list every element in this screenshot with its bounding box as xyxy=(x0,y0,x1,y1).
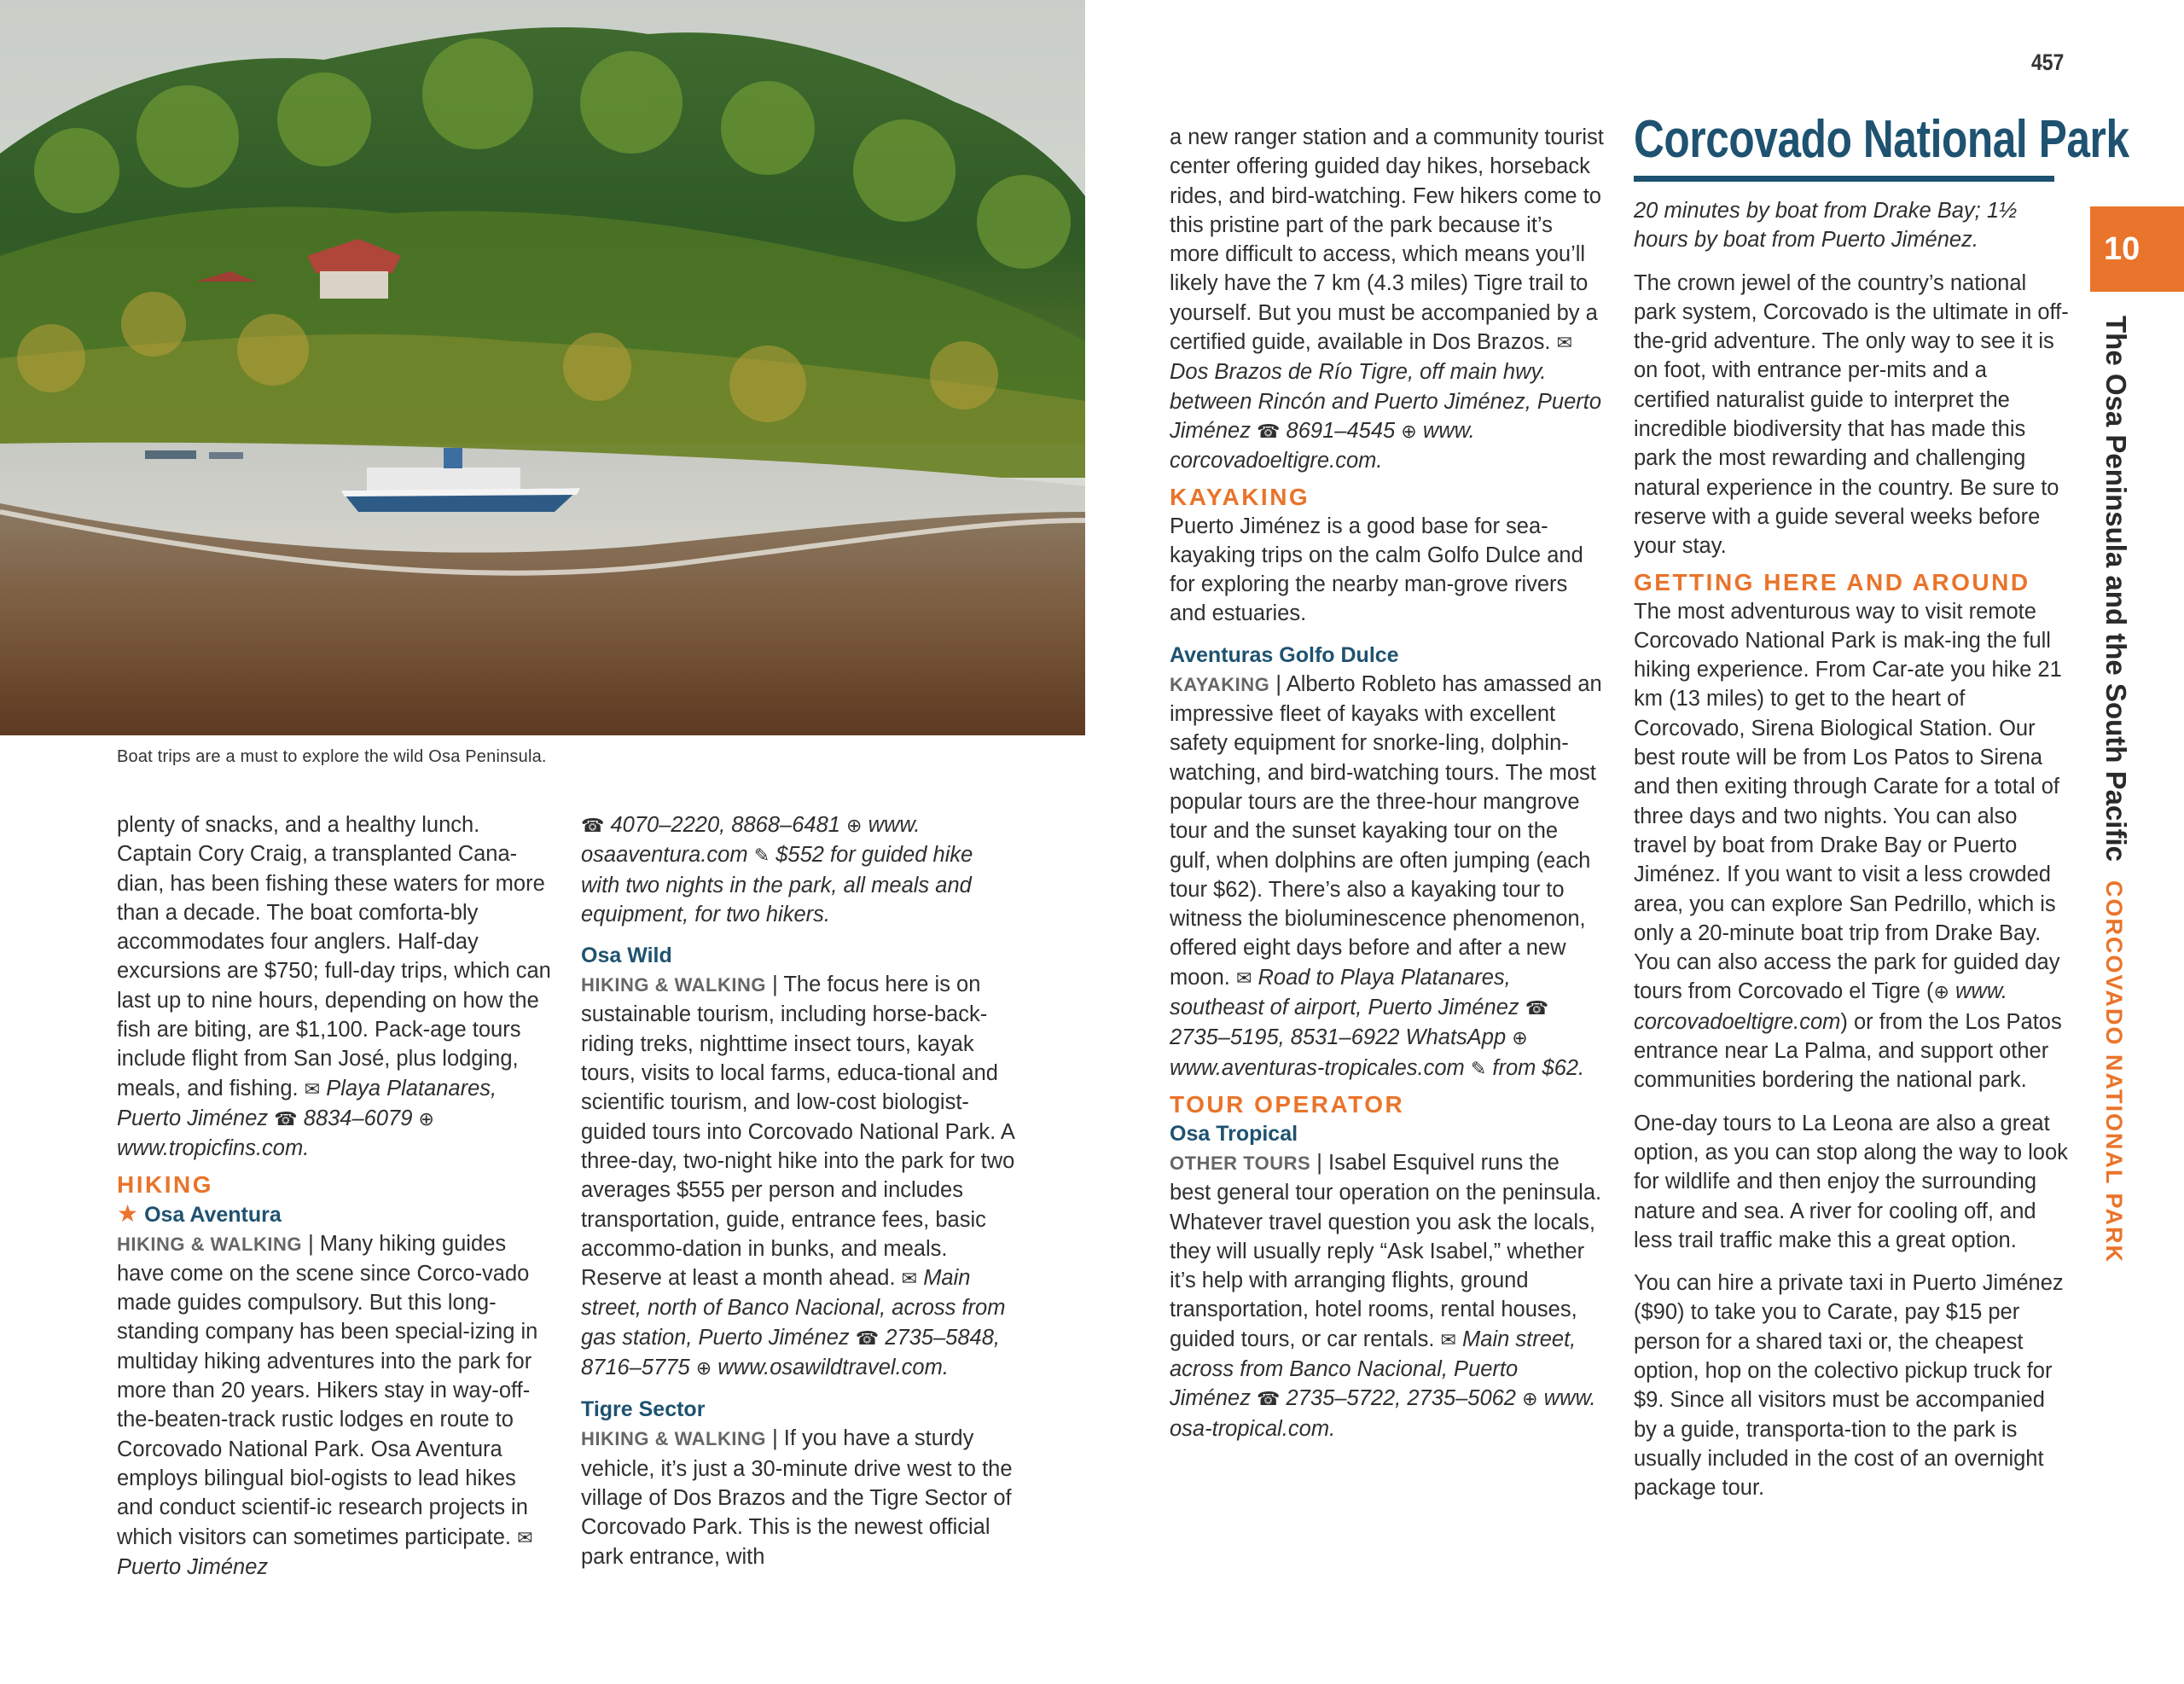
listing-description: HIKING & WALKING | The focus here is on sustainable tourism, including horse-back-riding treks, nighttime insect tours, kayak tours, visits to local farms, educa-tional and scientific tourism, and low-cost biologist-guided tours into Corcovado National Park. A three-day, two-night hike into the park for two averages $555 per person and includes transportation, guide, entrance fees, basic accommo-dation in bunks, and meals. Reserve at least a month ahead. ✉ Main street, north of Banco Nacional, across from gas station, Puerto Jiménez ☎ 2735–5848, 8716–5775 ⊕ www.osawildtravel.com. xyxy=(581,973,1015,1380)
listing-tigre-sector: Tigre Sector xyxy=(581,1397,706,1422)
web-icon: ⊕ xyxy=(695,1357,712,1379)
address: Puerto Jiménez xyxy=(117,1554,269,1579)
listing-name: Osa Aventura xyxy=(144,1202,282,1227)
listing-tag: HIKING & WALKING xyxy=(581,974,766,996)
address-icon: ✉ xyxy=(1235,967,1252,989)
website: www. corcovadoeltigre.com xyxy=(1634,979,2007,1034)
section-heading-kayaking: KAYAKING xyxy=(1170,483,1310,510)
paragraph-text: plenty of snacks, and a healthy lunch. Captain Cory Craig, a transplanted Cana-dian, has been fishing these waters for more than a decade. The boat comforta-bly accommodates four anglers. Half-day excursions are $750; full-day trips, which can last up to nine hours, depending on how the fish are biting, are $1,100. Pack-age tours include flight from San José, plus lodging, meals, and fishing. xyxy=(117,813,551,1100)
web-icon: ⊕ xyxy=(1522,1388,1538,1410)
listing-contact xyxy=(581,810,1016,929)
listing-tag: KAYAKING xyxy=(1170,673,1270,695)
address: Main street, north of Banco Nacional, across from gas station, Puerto Jiménez xyxy=(581,1266,1006,1350)
section-heading-hiking: HIKING xyxy=(117,1170,213,1198)
phone-icon: ☎ xyxy=(274,1107,298,1129)
chapter-tab xyxy=(2090,206,2184,292)
phone-icon: ☎ xyxy=(1257,420,1281,442)
phone-icon: ☎ xyxy=(1257,1388,1281,1410)
phone: 2735–5195, 8531–6922 WhatsApp xyxy=(1170,1025,1507,1050)
listing-text: Many hiking guides have come on the scene since Corco-vado made guides compulsory. But this long-standing company has been special-izing in multiday hiking adventures into the park for more than 20 years. Hikers stay in way-off-the-beaten-track rustic lodges en route to Corcovado National Park. Osa Aventura employs bilingual biol-ogists to lead hikes and conduct scientif-ic research projects in which visitors can sometimes participate. xyxy=(117,1231,538,1549)
address: Dos Brazos de Río Tigre, off main hwy. between Rincón and Puerto Jiménez, Puerto Jiménez xyxy=(1170,360,1602,443)
phone-icon: ☎ xyxy=(1525,997,1549,1019)
address: Playa Platanares, Puerto Jiménez xyxy=(117,1076,497,1130)
intro-travel-time: 20 minutes by boat from Drake Bay; 1½ hours by boat from Puerto Jiménez. xyxy=(1634,199,2018,253)
listing-osa-tropical: Osa Tropical xyxy=(1170,1121,1298,1146)
price-icon: ✎ xyxy=(753,845,770,867)
listing-description: HIKING & WALKING | If you have a sturdy vehicle, it’s just a 30-minute drive west to the village of Dos Brazos and the Tigre Sector of Corcovado Park. This is the newest official park entrance, with xyxy=(581,1426,1013,1569)
paragraph-text: ) or from the Los Patos entrance near La Palma, and support other communities bordering the national park. xyxy=(1634,1009,2062,1093)
page-title: Corcovado National Park xyxy=(1634,110,2129,169)
web-icon: ⊕ xyxy=(418,1107,434,1129)
beach-jungle-illustration xyxy=(0,0,1085,735)
column-2 xyxy=(581,810,1016,1571)
phone-icon: ☎ xyxy=(581,815,605,836)
phone: 8691–4545 xyxy=(1286,418,1396,443)
website: www.aventuras-tropicales.com xyxy=(1170,1055,1465,1080)
page-number: 457 xyxy=(2031,49,2065,75)
listing-aventuras-golfo-dulce: Aventuras Golfo Dulce xyxy=(1170,642,1399,667)
section-heading-getting-here: GETTING HERE AND AROUND xyxy=(1634,568,2030,595)
listing-text: Isabel Esquivel runs the best general tour operation on the peninsula. Whatever travel question you ask the locals, they will usually reply “Ask Isabel,” whether it’s help with arranging flights, ground transportation, hotel rooms, rental houses, guided tours, or car rentals. xyxy=(1170,1150,1602,1351)
address-icon: ✉ xyxy=(304,1077,321,1100)
listing-text: If you have a sturdy vehicle, it’s just a 30-minute drive west to the village of Dos Brazos and the Tigre Sector of Corcovado Park. This is the newest official park entrance, with xyxy=(581,1426,1013,1569)
listing-osa-wild: Osa Wild xyxy=(581,944,672,968)
phone: 2735–5722, 2735–5062 xyxy=(1286,1386,1516,1411)
listing-tag: HIKING & WALKING xyxy=(581,1428,766,1450)
phone: 4070–2220, 8868–6481 xyxy=(610,813,840,837)
phone: 2735–5848, 8716–5775 xyxy=(581,1325,1000,1380)
running-title: The Osa Peninsula and the South Pacific xyxy=(2100,316,2132,862)
address: Main street, across from Banco Nacional, Puerto Jiménez xyxy=(1170,1327,1577,1411)
web-icon: ⊕ xyxy=(1401,420,1417,442)
listing-description: HIKING & WALKING | Many hiking guides have come on the scene since Corco-vado made guides compulsory. But this long-standing company has been special-izing in multiday hiking adventures into the park for more than 20 years. Hikers stay in way-off-the-beaten-track rustic lodges en route to Corcovado National Park. Osa Aventura employs bilingual biol-ogists to lead hikes and conduct scientif-ic research projects in which visitors can sometimes participate. ✉ Puerto Jiménez xyxy=(117,1231,538,1579)
price: $552 for guided hike with two nights in the park, all meals and equipment, for two hikers. xyxy=(581,843,973,926)
title-rule xyxy=(1634,176,2054,182)
website: www.osawildtravel.com. xyxy=(717,1356,949,1380)
address-icon: ✉ xyxy=(517,1526,533,1548)
phone-icon: ☎ xyxy=(855,1327,880,1349)
listing-osa-aventura xyxy=(117,1199,552,1229)
address-icon: ✉ xyxy=(1440,1328,1456,1350)
web-icon: ⊕ xyxy=(1512,1027,1528,1049)
listing-description: OTHER TOURS | Isabel Esquivel runs the best general tour operation on the peninsula. Whatever travel question you ask the locals, they will usually reply “Ask Isabel,” whether it’s help with arranging flights, ground transportation, hotel rooms, rental houses, guided tours, or car rentals. ✉ Main street, across from Banco Nacional, Puerto Jiménez ☎ 2735–5722, 2735–5062 ⊕ www. osa-tropical.com. xyxy=(1170,1150,1602,1441)
web-icon: ⊕ xyxy=(846,815,863,836)
paragraph: One-day tours to La Leona are also a great option, as you can stop along the way to look for wildlife and then enjoy the surrounding nature and sea. A river for cooling off, and less trail traffic make this a great option. xyxy=(1634,1111,2068,1252)
running-section: CORCOVADO NATIONAL PARK xyxy=(2101,880,2127,1263)
listing-text: The focus here is on sustainable tourism, including horse-back-riding treks, nighttime insect tours, kayak tours, visits to local farms, educa-tional and scientific tourism, and low-cost biologist-guided tours into Corcovado National Park. A three-day, two-night hike into the park for two averages $555 per person and includes transportation, guide, entrance fees, basic accommo-dation in bunks, and meals. Reserve at least a month ahead. xyxy=(581,973,1015,1291)
phone: 8834–6079 xyxy=(303,1106,413,1130)
paragraph: You can hire a private taxi in Puerto Jiménez ($90) to take you to Carate, pay $15 per person for a shared taxi or, the cheapest option, hop on the colectivo pickup truck for $9. Since all visitors must be accompanied by a guide, transporta-tion to the park is usually included in the cost of an overnight package tour. xyxy=(1634,1271,2064,1501)
website: www. osa-tropical.com. xyxy=(1170,1386,1596,1441)
star-icon: ★ xyxy=(117,1199,139,1227)
website: www. osaaventura.com xyxy=(581,813,921,868)
web-icon: ⊕ xyxy=(1933,981,1949,1003)
listing-tag: OTHER TOURS xyxy=(1170,1152,1311,1174)
paragraph: Puerto Jiménez is a good base for sea-kayaking trips on the calm Golfo Dulce and for exploring the nearby man-grove rivers and estuaries. xyxy=(1170,514,1583,626)
paragraph-text: a new ranger station and a community tourist center offering guided day hikes, horseback rides, and bird-watching. Few hikers come to this pristine part of the park because it’s more difficult to access, which means you’ll likely have the 7 km (4.3 miles) Tigre trail to yourself. But you must be accompanied by a certified guide, available in Dos Brazos. xyxy=(1170,125,1604,355)
website: www. corcovadoeltigre.com. xyxy=(1170,418,1475,473)
paragraph xyxy=(1634,597,2069,1095)
address-icon: ✉ xyxy=(901,1268,918,1290)
chapter-number: 10 xyxy=(2104,231,2140,267)
hero-photo xyxy=(0,0,1085,735)
paragraph: The crown jewel of the country’s national park system, Corcovado is the ultimate in off-the-grid adventure. The only way to see it is on foot, with entrance per-mits and a certified naturalist guide to interpret the incredible biodiversity that has made this park the most rewarding and challenging natural experience in the country. Be sure to reserve with a guide several weeks before your stay. xyxy=(1634,270,2069,559)
column-4 xyxy=(1634,196,2069,1502)
section-heading-tour-operator: TOUR OPERATOR xyxy=(1170,1090,1405,1118)
listing-tag: HIKING & WALKING xyxy=(117,1233,302,1255)
listing-description: KAYAKING | Alberto Robleto has amassed an impressive fleet of kayaks with excellent safety equipment for snorke-ling, dolphin-watching, and bird-watching tours. The most popular tours are the three-hour mangrove tour and the sunset kayaking tour on the gulf, when dolphins are often jumping (each tour $62). There’s also a kayaking tour to witness the bioluminescence phenomenon, offered eight days before and after a new moon. ✉ Road to Playa Platanares, southeast of airport, Puerto Jiménez ☎ 2735–5195, 8531–6922 WhatsApp ⊕ www.aventuras-tropicales.com ✎ from $62. xyxy=(1170,671,1602,1080)
listing-text: Alberto Robleto has amassed an impressive fleet of kayaks with excellent safety equipment for snorke-ling, dolphin-watching, and bird-watching tours. The most popular tours are the three-hour mangrove tour and the sunset kayaking tour on the gulf, when dolphins are often jumping (each tour $62). There’s also a kayaking tour to witness the bioluminescence phenomenon, offered eight days before and after a new moon. xyxy=(1170,671,1602,990)
website: www.tropicfins.com. xyxy=(117,1136,310,1161)
price-icon: ✎ xyxy=(1470,1057,1487,1079)
column-1 xyxy=(117,810,552,1582)
address-icon: ✉ xyxy=(1556,332,1573,354)
paragraph xyxy=(117,810,552,1164)
column-3 xyxy=(1170,123,1605,1443)
address: Road to Playa Platanares, southeast of airport, Puerto Jiménez xyxy=(1170,965,1519,1020)
photo-caption: Boat trips are a must to explore the wild Osa Peninsula. xyxy=(117,747,547,766)
price: from $62. xyxy=(1492,1055,1585,1080)
paragraph xyxy=(1170,123,1605,476)
paragraph-text: The most adventurous way to visit remote Corcovado National Park is mak-ing the full hiking experience. From Car-ate you hike 21 km (13 miles) to get to the heart of Corcovado, Sirena Biological Station. Our best route will be from Los Patos to Sirena and then exiting through Carate for a total of three days and two nights. You can also travel by boat from Drake Bay or Puerto Jiménez. If you want to visit a less crowded area, you can explore San Pedrillo, which is only a 20-minute boat trip from Drake Bay. You can also access the park for guided day tours from Corcovado el Tigre ( xyxy=(1634,599,2062,1004)
